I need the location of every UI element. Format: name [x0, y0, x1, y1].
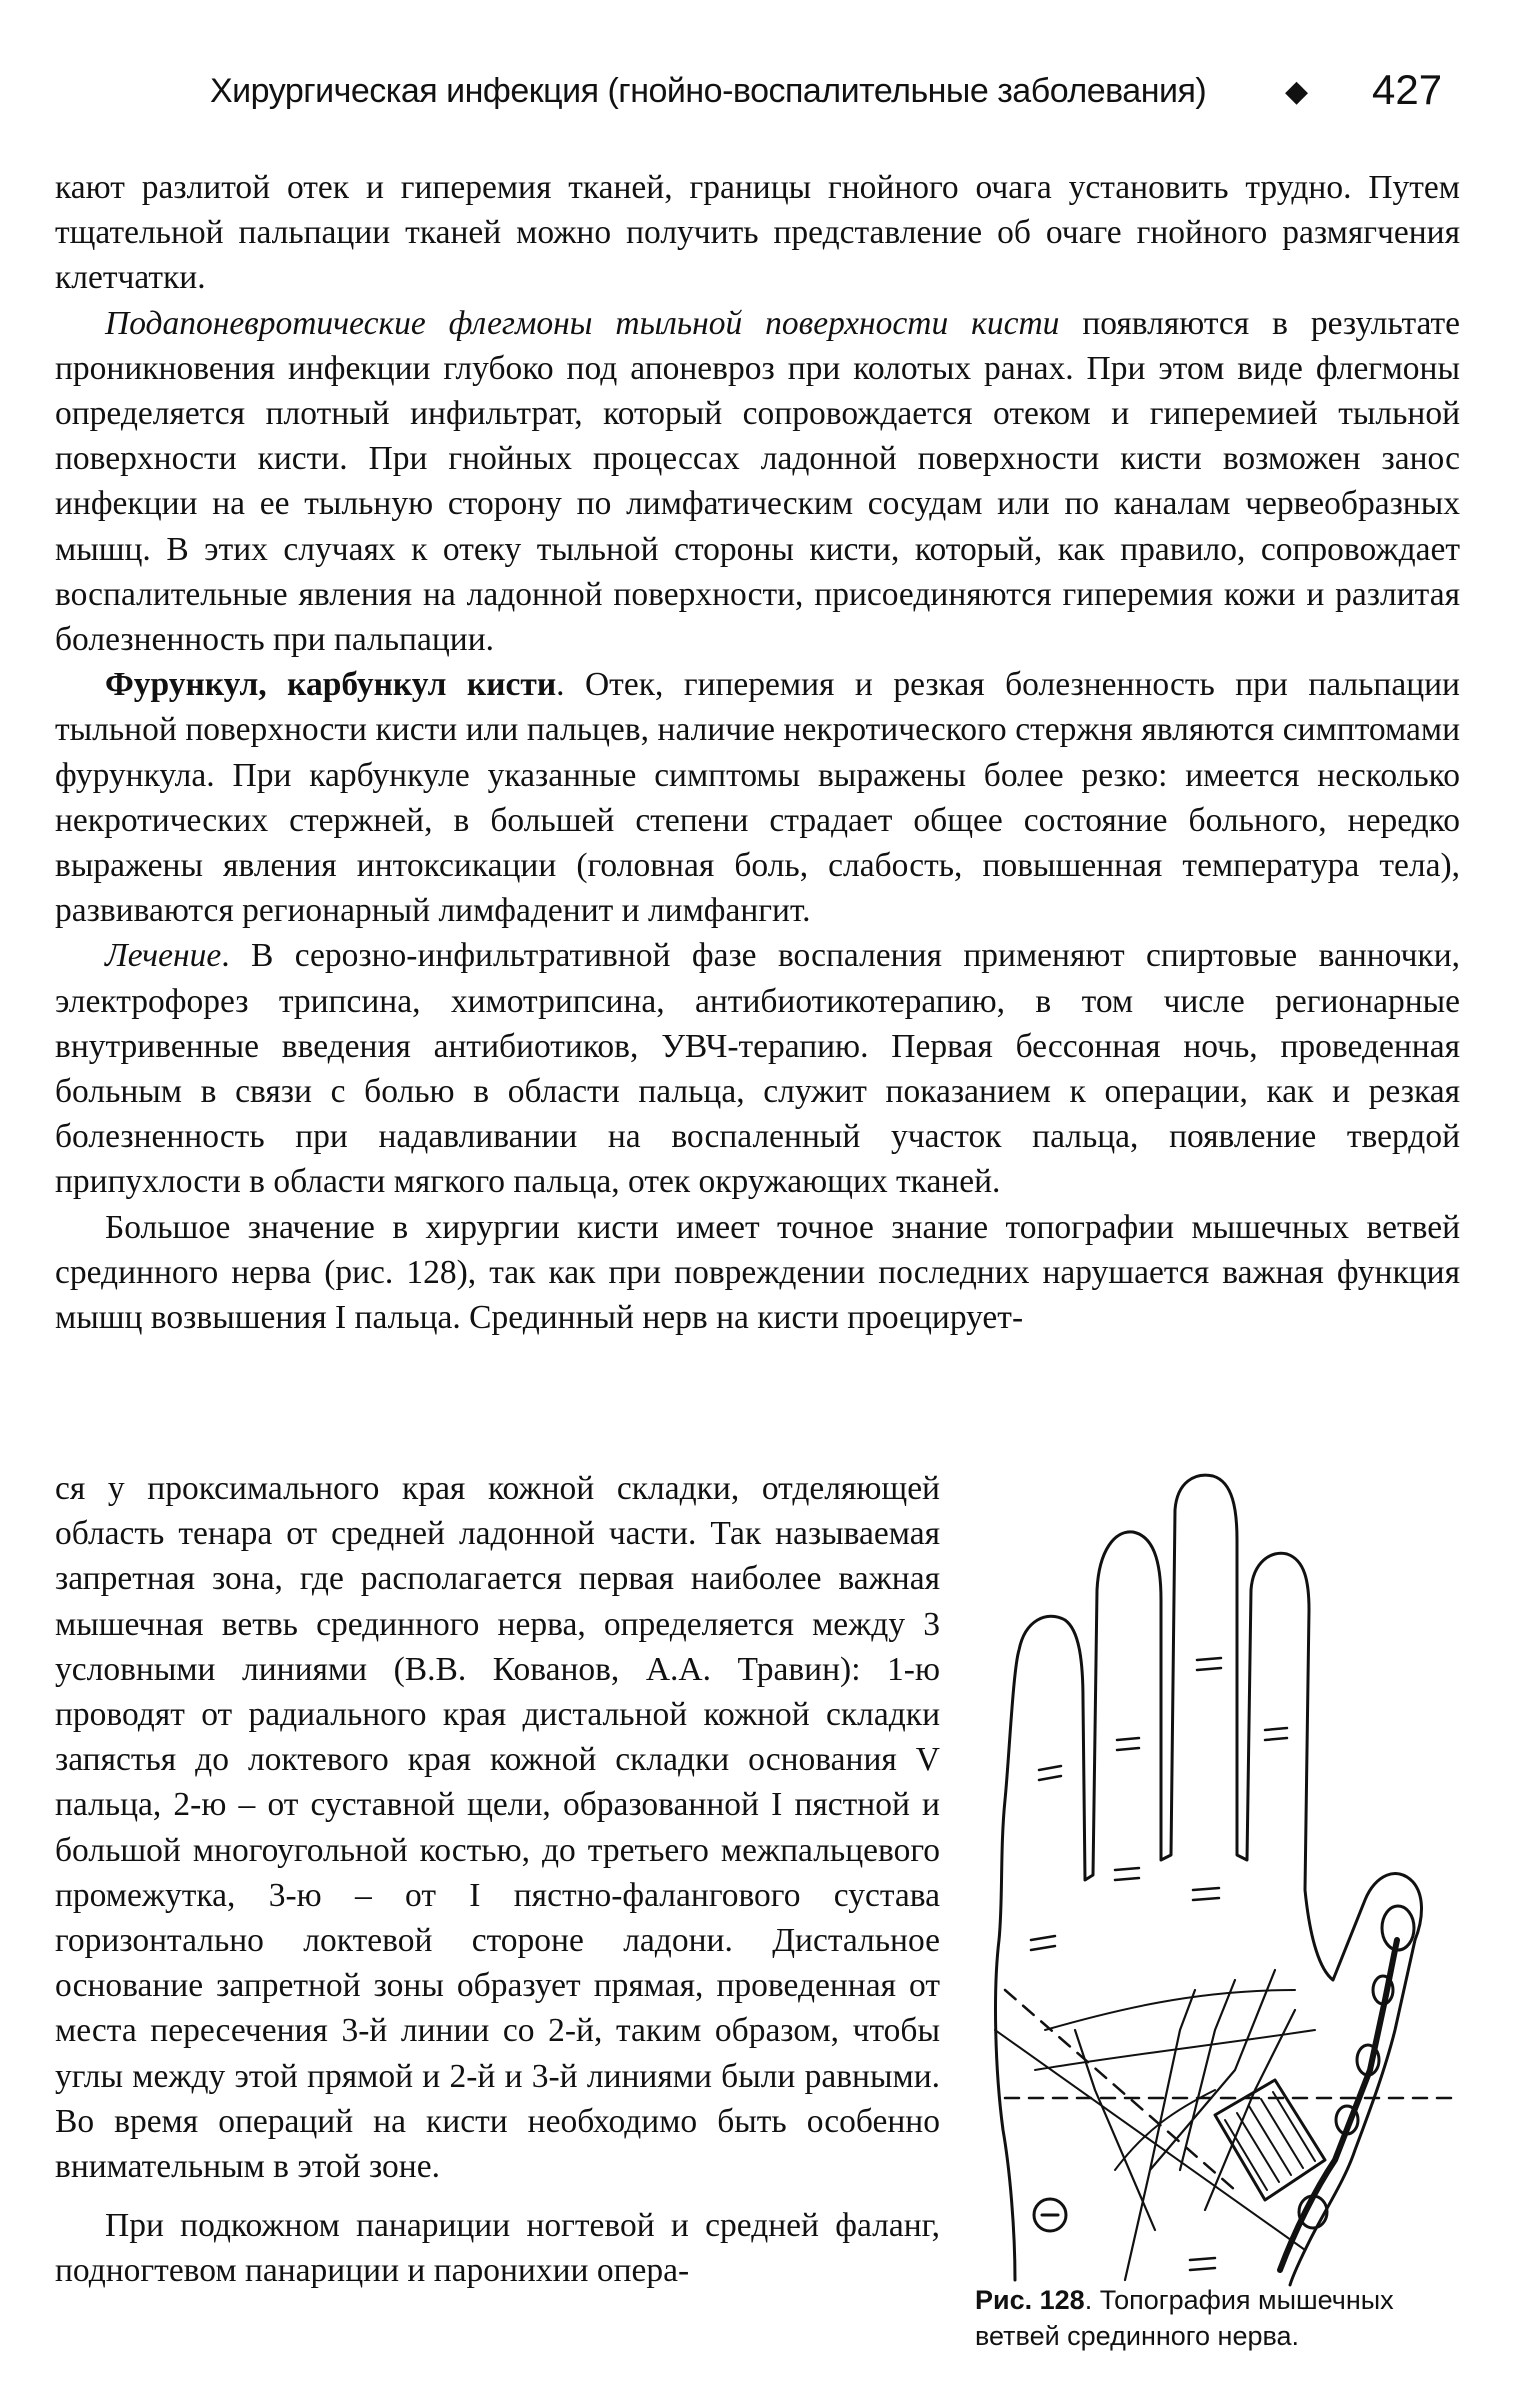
term-subaponeurotic-phlegmon: Подапоневротические флегмоны тыльной поверхности кисти [105, 304, 1060, 342]
page-number: 427 [1372, 66, 1443, 113]
term-treatment: Лечение [105, 937, 222, 975]
hand-topography-figure [975, 1470, 1465, 2290]
paragraph-body: появляются в результате проникновения инфекции глубоко под апоневроз при колотых ранах. При этом виде флегмоны определяется плотный инфильтрат, который сопровождается отеком и гиперемией тыльной поверхности кисти. При гнойных процессах ладонной поверхности кисти возможен занос инфекции на ее тыльную сторону по лимфатическим сосудам или по каналам червеобразных мышц. В этих случаях к отеку тыльной стороны кисти, который, как правило, сопровождает воспалительные явления на ладонной поверхности, присоединяются гиперемия кожи и разлитая болезненность при пальпации. [55, 304, 1461, 659]
figure-caption-text: . Топография мышечных ветвей срединного нерва. [975, 2285, 1394, 2351]
paragraph-subaponeurotic-phlegmon [55, 301, 1460, 663]
main-text [55, 165, 1460, 1340]
figure-caption [975, 2282, 1455, 2354]
running-header [210, 62, 1450, 122]
paragraph-median-nerve: Большое значение в хирургии кисти имеет точное знание топографии мышечных ветвей срединного нерва (рис. 128), так как при повреждении последних нарушается важная функция мышц возвышения I пальца. Срединный нерв на кисти проецирует- [55, 1208, 1460, 1337]
paragraph-body: . В серозно-инфильтративной фазе воспаления применяют спиртовые ванночки, электрофорез трипсина, химотрипсина, антибиотикотерапию, в том числе регионарные внутривенные введения антибиотиков, УВЧ-терапию. Первая бессонная ночь, проведенная больным в связи с болью в области пальца, служит показанием к операции, как и резкая болезненность при надавливании на воспаленный участок пальца, появление твердой припухлости в области мягкого пальца, отек окружающих тканей. [55, 937, 1460, 1201]
diamond-ornament-icon: ◆ [1285, 75, 1309, 108]
header-title: Хирургическая инфекция (гнойно-воспалительные заболевания) [210, 72, 1207, 110]
figure-number: Рис. 128 [975, 2285, 1085, 2315]
paragraph-treatment [55, 933, 1460, 1204]
paragraph-forbidden-zone: ся у проксимального края кожной складки, отделяющей область тенара от средней ладонной части. Так называемая запретная зона, где располагается первая наиболее важная мышечная ветвь срединного нерва, определяется между 3 условными линиями (В.В. Кованов, А.А. Травин): 1-ю проводят от радиального края дистальной кожной складки запястья до локтевого края кожной складки основания V пальца, 2-ю – от суставной щели, образованной I пястной и большой многоугольной костью, до третьего межпальцевого промежутка, 3-ю – от I пястно-фалангового сустава горизонтально локтевой стороне ладони. Дистальное основание запретной зоны образует прямая, проведенная от места пересечения 3-й линии со 2-й, таким образом, чтобы углы между этой прямой и 2-й и 3-й линиями были равными. Во время операций на кисти необходимо быть особенно внимательным в этой зоне. [55, 1470, 940, 2186]
hand-outline [996, 1475, 1422, 2285]
paragraph-furuncle [55, 662, 1460, 933]
paragraph-continuation: кают разлитой отек и гиперемия тканей, границы гнойного очага установить трудно. Путем тщательной пальпации тканей можно получить представление об очаге гнойного размягчения клетчатки. [55, 169, 1460, 297]
paragraph-panaritium: При подкожном панариции ногтевой и средней фаланг, подногтевом панариции и паронихии опера- [55, 2207, 940, 2290]
wrapped-text-column [55, 1466, 940, 2294]
paragraph-body: . Отек, гиперемия и резкая болезненность при пальпации тыльной поверхности кисти или пальцев, наличие некротического стержня являются симптомами фурункула. При карбункуле указанные симптомы выражены более резко: имеется несколько некротических стержней, в большей степени страдает общее состояние больного, нередко выражены явления интоксикации (головная боль, слабость, повышенная температура тела), развиваются регионарный лимфаденит и лимфангит. [55, 666, 1460, 930]
term-furuncle: Фурункул, карбункул кисти [105, 666, 557, 704]
